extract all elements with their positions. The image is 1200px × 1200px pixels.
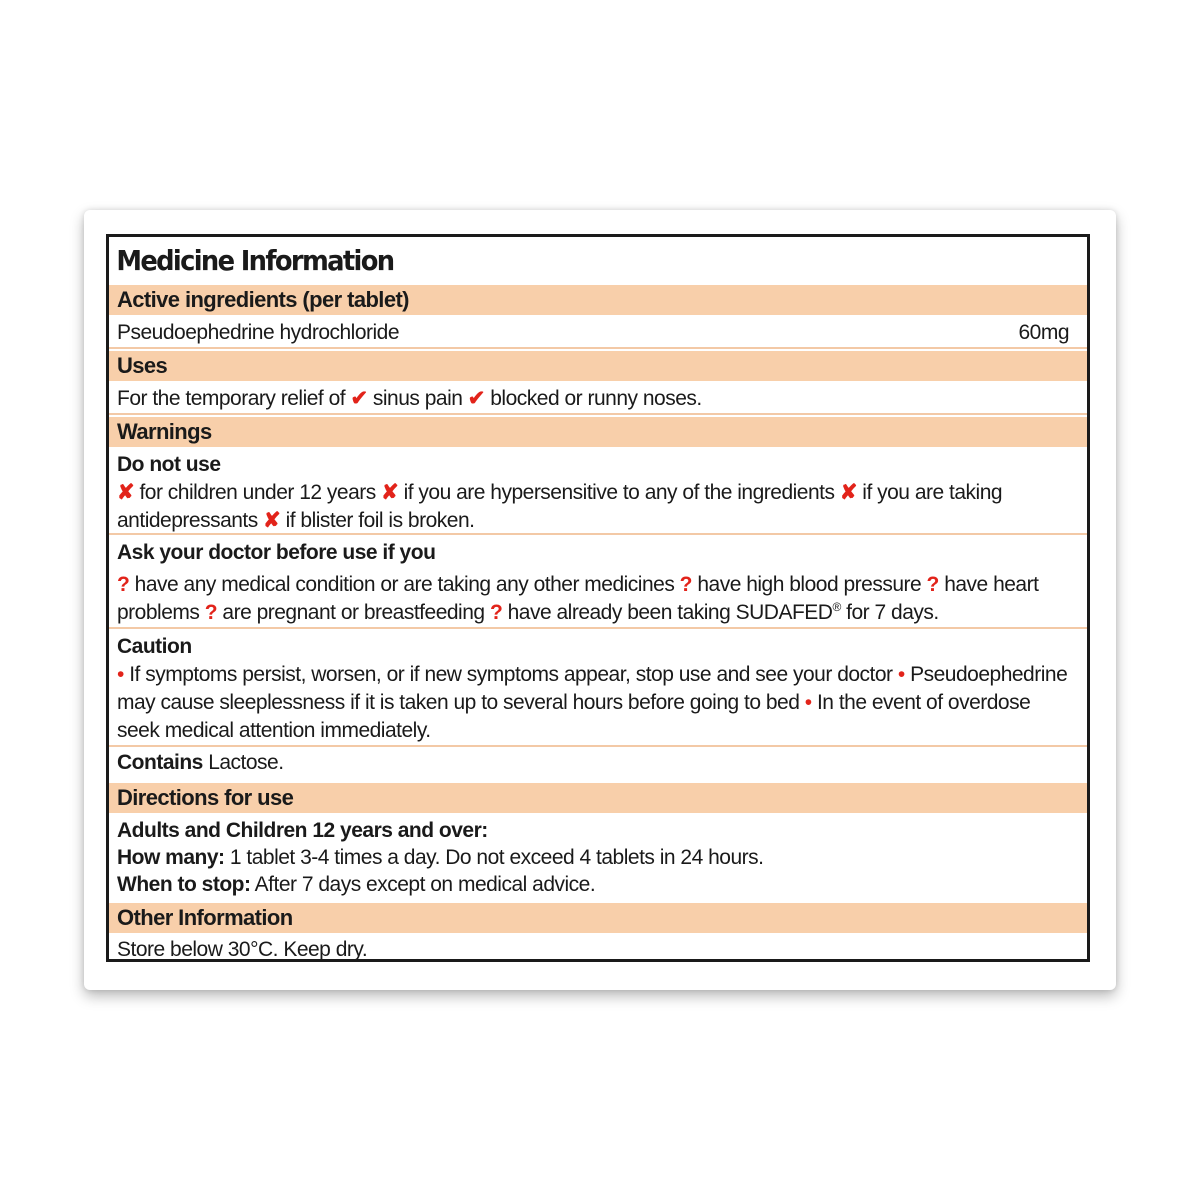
caution-item: If symptoms persist, worsen, or if new symptoms appear, stop use and see your doctor	[129, 663, 893, 686]
question-icon: ?	[926, 573, 939, 596]
do-not-use-item: antidepressants	[117, 509, 258, 532]
trademark-symbol: ®	[832, 600, 841, 614]
page-title: Medicine Information	[116, 244, 394, 277]
ask-doctor-list	[117, 571, 1079, 627]
ask-doctor-item: for 7 days.	[846, 601, 939, 624]
uses-intro: For the temporary relief of	[117, 387, 346, 410]
uses-row	[109, 383, 1087, 415]
how-many-label: How many:	[117, 846, 225, 869]
question-icon: ?	[117, 573, 130, 596]
uses-item: blocked or runny noses.	[490, 387, 702, 410]
ingredient-name: Pseudoephedrine hydrochloride	[117, 321, 400, 344]
do-not-use-item: if blister foil is broken.	[285, 509, 475, 532]
cross-icon: ✘	[117, 481, 135, 504]
directions-section	[109, 815, 1087, 901]
other-information-header: Other Information	[109, 903, 1087, 933]
ask-doctor-item: are pregnant or breastfeeding	[222, 601, 485, 624]
bullet-icon: •	[804, 691, 812, 714]
do-not-use-item: if you are taking	[862, 481, 1003, 504]
ask-doctor-section	[109, 537, 1087, 629]
active-ingredient-row	[109, 317, 1087, 349]
cross-icon: ✘	[263, 509, 281, 532]
other-information-value: Store below 30°C. Keep dry.	[117, 938, 368, 961]
do-not-use-list	[117, 479, 1079, 535]
caution-item: Pseudoephedrine	[910, 663, 1068, 686]
ask-doctor-item: have already been taking SUDAFED	[507, 601, 833, 624]
contains-label: Contains	[117, 751, 203, 774]
uses-item: sinus pain	[372, 387, 463, 410]
ask-doctor-item: have any medical condition or are taking any other medicines	[134, 573, 675, 596]
caution-item: In the event of overdose	[816, 691, 1031, 714]
do-not-use-item: if you are hypersensitive to any of the ingredients	[403, 481, 835, 504]
ingredient-amount: 60mg	[1018, 321, 1069, 344]
medicine-information-table	[106, 234, 1090, 962]
caution-item: seek medical attention immediately.	[117, 719, 431, 742]
caution-title: Caution	[117, 635, 192, 658]
ask-doctor-title: Ask your doctor before use if you	[117, 541, 436, 564]
when-to-stop-label: When to stop:	[117, 873, 251, 896]
when-to-stop-value: After 7 days except on medical advice.	[254, 873, 596, 896]
cross-icon: ✘	[839, 481, 857, 504]
contains-value: Lactose.	[208, 751, 284, 774]
do-not-use-section	[109, 449, 1087, 535]
ask-doctor-item: have high blood pressure	[697, 573, 922, 596]
caution-item: may cause sleeplessness if it is taken up to several hours before going to bed	[117, 691, 800, 714]
how-many-line	[117, 844, 1079, 871]
question-icon: ?	[204, 601, 218, 624]
check-icon: ✔	[467, 387, 485, 410]
caution-list	[117, 661, 1079, 745]
ask-doctor-item: problems	[117, 601, 200, 624]
do-not-use-title: Do not use	[117, 453, 221, 476]
question-icon: ?	[679, 573, 692, 596]
do-not-use-item: for children under 12 years	[139, 481, 376, 504]
how-many-value: 1 tablet 3-4 times a day. Do not exceed 4 tablets in 24 hours.	[229, 846, 764, 869]
warnings-header: Warnings	[109, 417, 1087, 447]
check-icon: ✔	[350, 387, 368, 410]
contains-row	[109, 747, 1087, 781]
directions-audience: Adults and Children 12 years and over:	[117, 819, 488, 842]
uses-header: Uses	[109, 351, 1087, 381]
directions-header: Directions for use	[109, 783, 1087, 813]
bullet-icon: •	[117, 663, 124, 686]
cross-icon: ✘	[381, 481, 399, 504]
active-ingredients-header: Active ingredients (per tablet)	[109, 285, 1087, 315]
when-to-stop-line	[117, 871, 1079, 898]
bullet-icon: •	[897, 663, 905, 686]
ask-doctor-item: have heart	[944, 573, 1039, 596]
caution-section	[109, 631, 1087, 747]
question-icon: ?	[489, 601, 503, 624]
